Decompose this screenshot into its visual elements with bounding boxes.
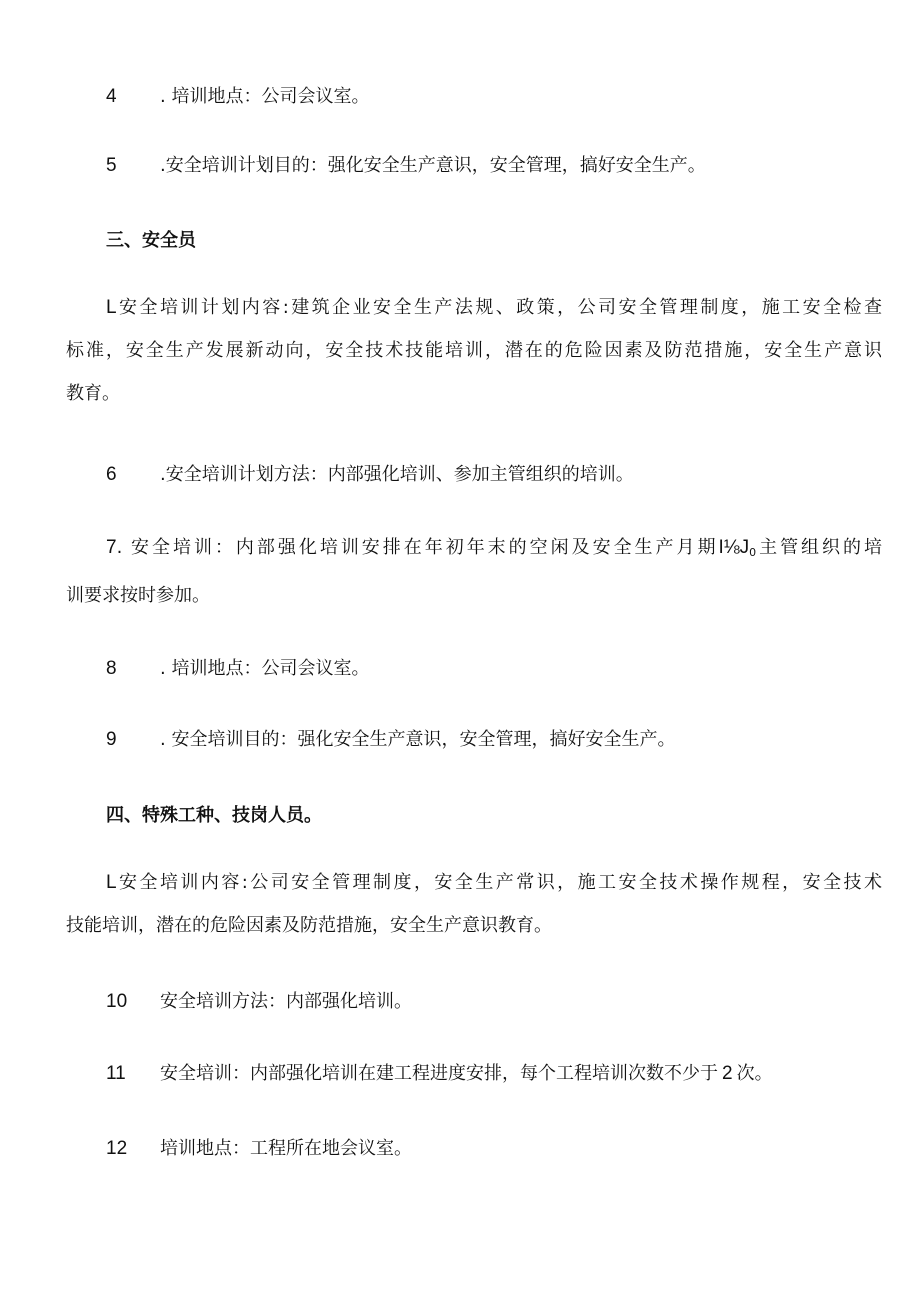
item-text [160,1064,773,1084]
garbled-code-subscript: 0 [749,546,757,559]
item-number: 12 [106,1138,128,1159]
item-number: 4 [106,86,117,107]
paragraph-text: 安全培训内容:公司安全管理制度，安全生产常识，施工安全技术操作规程，安全技术 [116,872,882,893]
item-number: 7 [106,537,117,558]
item-text-part: 次。 [736,1063,773,1084]
item-text: 主管组织的培 [756,537,882,558]
item-text: .安全培训计划目的：强化安全生产意识，安全管理，搞好安全生产。 [160,155,706,176]
paragraph-marker: L [106,872,117,893]
section-heading-4: 四、特殊工种、技岗人员。 [106,805,322,826]
training-count: 2 [722,1063,733,1084]
item-text: . 安全培训：内部强化培训安排在年初年末的空闲及安全生产月期 [116,537,719,558]
item-text: 培训地点：工程所在地会议室。 [160,1138,412,1159]
item-number: 9 [106,729,117,750]
paragraph-row: 教育。 [66,383,120,404]
paragraph-text: 安全培训计划内容:建筑企业安全生产法规、政策，公司安全管理制度，施工安全检查 [116,297,882,318]
item-text: . 安全培训目的：强化安全生产意识，安全管理，搞好安全生产。 [160,729,676,750]
paragraph-row [66,286,882,329]
paragraph-special-workers-content [66,861,882,947]
paragraph-row: 技能培训，潜在的危险因素及防范措施，安全生产意识教育。 [66,915,552,936]
paragraph-row: 训要求按时参加。 [66,585,210,606]
item-text: . 培训地点：公司会议室。 [160,658,370,679]
item-text: .安全培训计划方法：内部强化培训、参加主管组织的培训。 [160,464,634,485]
item-number: 5 [106,155,117,176]
item-text-part: 安全培训：内部强化培训在建工程进度安排，每个工程培训次数不少于 [160,1063,718,1084]
paragraph-marker: L [106,297,117,318]
paragraph-safety-officer-content [66,286,882,415]
item-number: 6 [106,464,117,485]
list-item-7 [66,526,882,617]
item-text: 安全培训方法：内部强化培训。 [160,991,412,1012]
item-text: . 培训地点：公司会议室。 [160,86,370,107]
paragraph-row: 标准，安全生产发展新动向，安全技术技能培训，潜在的危险因素及防范措施，安全生产意识 [66,340,882,361]
garbled-code: I⅛J [718,537,750,558]
item-number: 8 [106,658,117,679]
item-number: 11 [106,1063,126,1084]
section-heading-3: 三、安全员 [106,230,196,251]
paragraph-row [66,526,882,574]
item-number: 10 [106,991,128,1012]
paragraph-row [66,861,882,904]
